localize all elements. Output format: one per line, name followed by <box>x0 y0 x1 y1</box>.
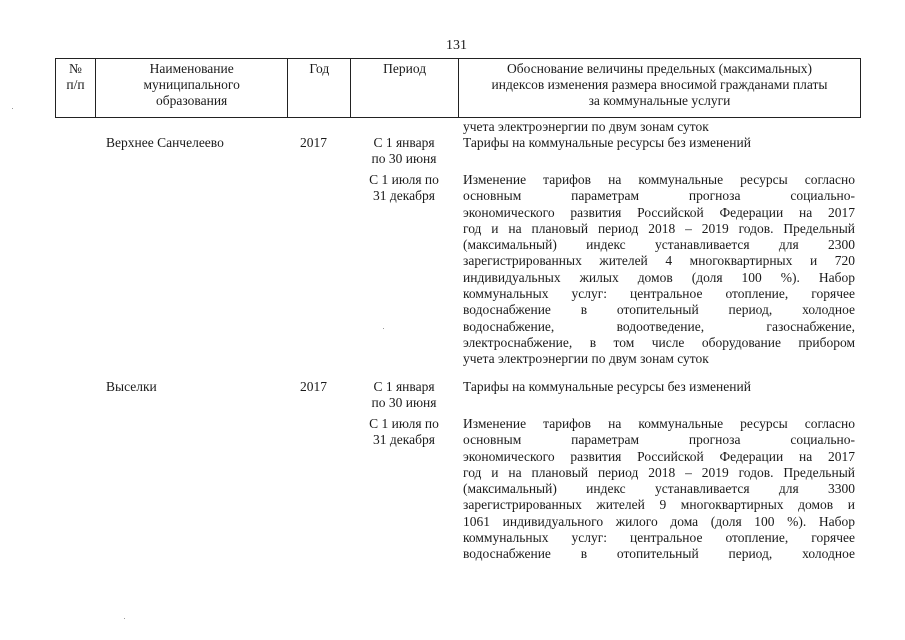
basis-line: зарегистрированных жителей 9 многоквартирных домов и <box>463 497 855 513</box>
basis-line: (максимальный) индекс устанавливается для 2300 <box>463 237 855 253</box>
row-period-first: С 1 января по 30 июня <box>371 379 437 411</box>
row-period-first: С 1 января по 30 июня <box>371 135 437 167</box>
basis-line: индивидуальных жилых домов (доля 100 %). Набор <box>463 269 855 285</box>
scan-speck <box>12 108 13 109</box>
row-name: Выселки <box>106 379 157 394</box>
basis-line: коммунальных услуг: центральное отопление, горячее <box>463 530 855 546</box>
row-year: 2017 <box>300 379 327 394</box>
basis-line: основным параметрам прогноза социально- <box>463 432 855 448</box>
header-num: № п/п <box>56 59 96 117</box>
header-year: Год <box>288 59 351 117</box>
basis-line: (максимальный) индекс устанавливается для 3300 <box>463 481 855 497</box>
basis-line: Изменение тарифов на коммунальные ресурсы согласно <box>463 172 855 187</box>
header-name: Наименование муниципального образования <box>96 59 289 117</box>
basis-line: экономического развития Российской Федерации на 2017 <box>463 448 855 464</box>
scan-speck <box>124 618 125 619</box>
basis-line: 1061 индивидуального жилого дома (доля 100 %). Набор <box>463 513 855 529</box>
basis-line: учета электроэнергии по двум зонам суток <box>463 351 709 367</box>
basis-line: экономического развития Российской Федерации на 2017 <box>463 204 855 220</box>
page-number: 131 <box>446 38 467 53</box>
header-period: Период <box>351 59 459 117</box>
basis-line: коммунальных услуг: центральное отопление, горячее <box>463 286 855 302</box>
row-basis-second <box>463 172 855 368</box>
row-basis-second <box>463 416 855 563</box>
basis-line: электроснабжение, в том числе оборудование прибором <box>463 334 855 350</box>
carry-over-text: учета электроэнергии по двум зонам суток <box>463 119 709 134</box>
row-period-second: С 1 июля по 31 декабря <box>369 416 439 448</box>
basis-line: водоснабжение в отопительный период, холодное <box>463 546 855 562</box>
basis-line: Изменение тарифов на коммунальные ресурсы согласно <box>463 416 855 431</box>
header-basis: Обоснование величины предельных (максимальных) индексов изменения размера вносимой гражданами платы за коммунальные услуги <box>491 61 828 108</box>
basis-line: основным параметрам прогноза социально- <box>463 188 855 204</box>
row-basis-first: Тарифы на коммунальные ресурсы без изменений <box>463 135 751 150</box>
table-header <box>55 58 861 118</box>
row-name: Верхнее Санчелеево <box>106 135 224 150</box>
scan-speck <box>383 328 384 329</box>
row-period-second: С 1 июля по 31 декабря <box>369 172 439 204</box>
basis-line: зарегистрированных жителей 4 многоквартирных и 720 <box>463 253 855 269</box>
row-basis-first: Тарифы на коммунальные ресурсы без изменений <box>463 379 751 394</box>
basis-line: год и на плановый период 2018 – 2019 годов. Предельный <box>463 464 855 480</box>
basis-line: год и на плановый период 2018 – 2019 годов. Предельный <box>463 220 855 236</box>
basis-line: водоснабжение, водоотведение, газоснабжение, <box>463 318 855 334</box>
basis-line: водоснабжение в отопительный период, холодное <box>463 302 855 318</box>
row-year: 2017 <box>300 135 327 150</box>
